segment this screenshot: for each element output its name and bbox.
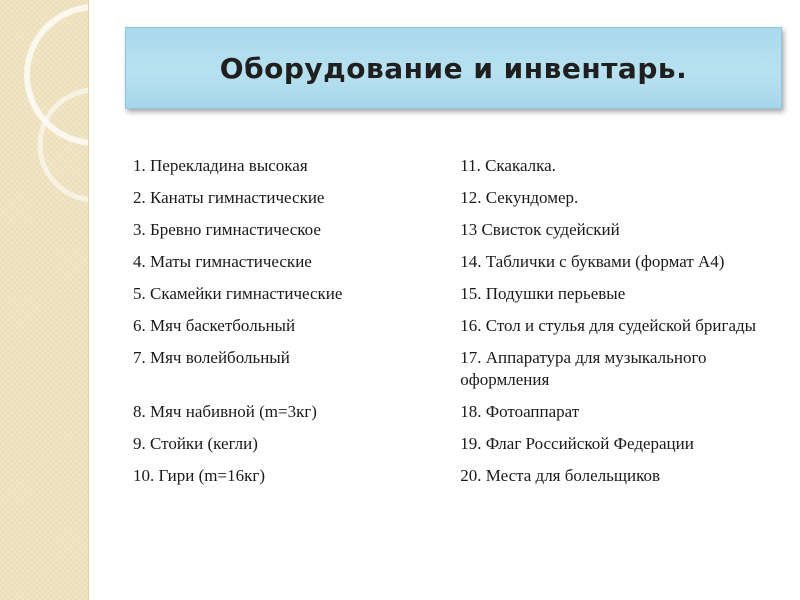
list-row <box>125 428 787 460</box>
list-item: 12. Секундомер. <box>460 188 579 207</box>
list-item: 17. Аппаратура для музыкального оформления <box>460 348 707 389</box>
list-item: 2. Канаты гимнастические <box>133 188 325 207</box>
slide-title: Оборудование и инвентарь. <box>219 51 688 85</box>
list-item: 8. Мяч набивной (m=3кг) <box>133 402 317 421</box>
list-item: 15. Подушки перьевые <box>460 284 626 303</box>
list-row <box>125 182 787 214</box>
list-item: 5. Скамейки гимнастические <box>133 284 343 303</box>
list-row <box>125 310 787 342</box>
list-row <box>125 460 787 492</box>
list-row <box>125 246 787 278</box>
list-item: 9. Стойки (кегли) <box>133 434 258 453</box>
equipment-list <box>125 150 787 492</box>
list-row <box>125 214 787 246</box>
list-row <box>125 396 787 428</box>
decorative-side-band <box>0 0 89 600</box>
list-item: 10. Гири (m=16кг) <box>133 466 265 485</box>
list-row <box>125 278 787 310</box>
decorative-rings <box>0 0 88 600</box>
list-item: 11. Скакалка. <box>460 156 556 175</box>
list-item: 4. Маты гимнастические <box>133 252 312 271</box>
list-item: 7. Мяч волейбольный <box>133 348 290 367</box>
list-item: 6. Мяч баскетбольный <box>133 316 296 335</box>
title-banner <box>125 27 782 109</box>
list-row <box>125 150 787 182</box>
list-item: 16. Стол и стулья для судейской бригады <box>460 316 757 335</box>
list-item: 19. Флаг Российской Федерации <box>460 434 694 453</box>
list-item: 1. Перекладина высокая <box>133 156 308 175</box>
list-item: 3. Бревно гимнастическое <box>133 220 321 239</box>
list-item: 13 Свисток судейский <box>460 220 620 239</box>
list-item: 20. Места для болельщиков <box>460 466 661 485</box>
list-item: 18. Фотоаппарат <box>460 402 580 421</box>
list-item: 14. Таблички с буквами (формат А4) <box>460 252 725 271</box>
list-row <box>125 342 787 396</box>
